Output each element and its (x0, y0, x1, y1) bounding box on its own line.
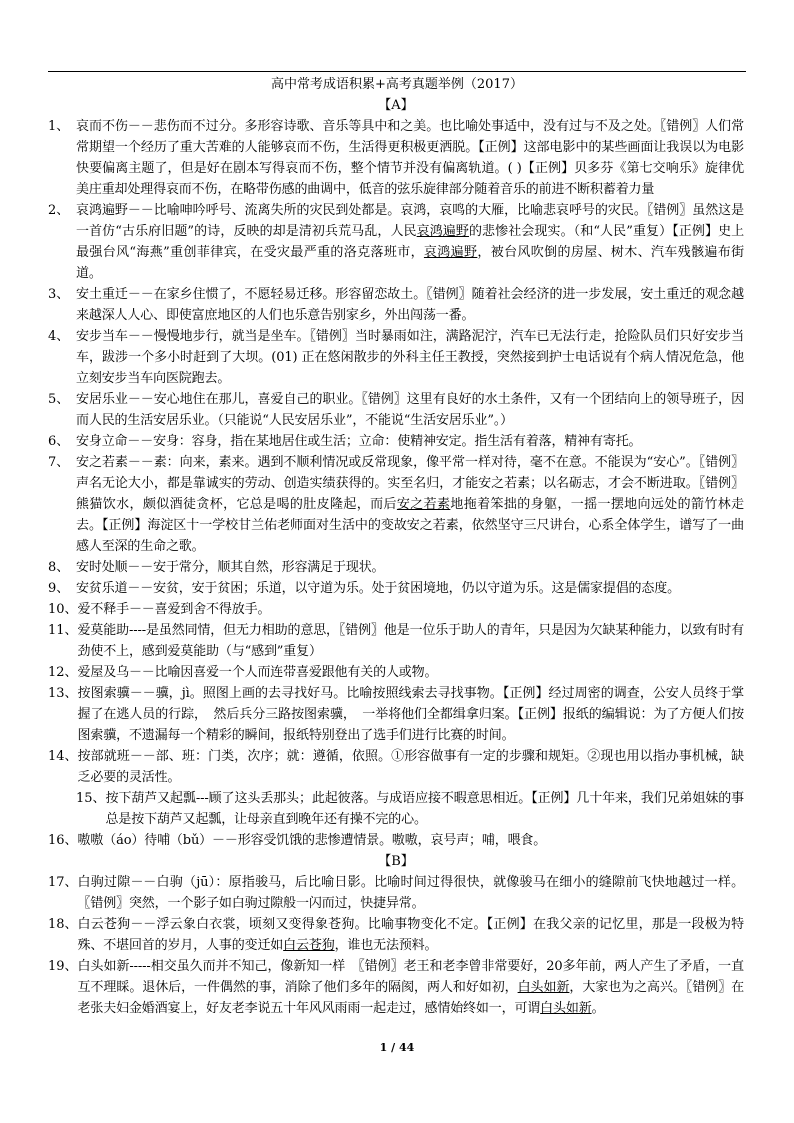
entry-text-run: 白驹过隙－－白驹（jū）：原指骏马，后比喻日影。比喻时间过得很快，就像骏马在细小的缝隙前飞快地越过一样。〖错例〗突然，一个影子如白驹过隙般一闪而过，快捷异常。 (77, 875, 744, 911)
entry-number: 18、 (48, 917, 78, 932)
entry-text-run: 嗷嗷（áo）待哺（bǔ）－－形容受饥饿的悲惨遭情景。嗷嗷，哀号声；哺，喂食。 (77, 833, 547, 848)
entry-text-run: 安之若素－－素：向来，素来。遇到不顺利情况或反常现象，像平常一样对待，毫不在意。不能误为“安心”。〖错例〗声名无论大小，都是靠诚实的劳动、创造实绩获得的。实至名归，才能安之若素；以名砺志，才会不断进取。〖错例〗熊猫饮水，颇似酒徒贪杯，它总是喝的肚皮隆起，而后 (76, 455, 744, 512)
entry-text-run: ，大家也为之高兴。〖错例〗在老张夫妇金婚酒宴上，好友老李说五十年风风雨雨一起走过，感情始终如一，可谓 (77, 980, 744, 1016)
entry-text-run: 爱屋及乌－－比喻因喜爱一个人而连带喜爱跟他有关的人或物。 (77, 665, 438, 680)
entry-text-run: 白云苍狗－－浮云象白衣裳，顷刻又变得象苍狗。比喻事物变化不定。【正例】在我父亲的记忆里，那是一段极为特殊、不堪回首的岁月，人事的变迁如 (77, 917, 744, 953)
entry-number: 4、 (48, 329, 70, 344)
underlined-idiom: 哀鸿遍野 (416, 224, 469, 239)
entry-text-run: 安身立命－－安身：容身，指在某地居住或生活；立命：使精神安定。指生活有着落，精神有寄托。 (76, 434, 642, 449)
list-item (48, 284, 744, 326)
entry-text-run: 安土重迁－－在家乡住惯了，不愿轻易迁移。形容留恋故土。〖错例〗随着社会经济的进一步发展，安土重迁的观念越来越深人人心、即使富庶地区的人们也乐意告别家乡，外出闯荡一番。 (76, 287, 744, 323)
entry-text-run: 安贫乐道－－安贫，安于贫困；乐道，以守道为乐。处于贫困境地，仍以守道为乐。这是儒家提倡的态度。 (76, 581, 680, 596)
entry-number: 5、 (48, 392, 70, 407)
entry-text (78, 914, 744, 956)
entry-text-run: 按图索骥－－骥，jì。照图上画的去寻找好马。比喻按照线索去寻找事物。【正例】经过周密的调查，公安人员终于掌握了在逃人员的行踪， 然后兵分三路按图索骥， 一举将他们全都缉拿归案。【正例】报纸的编辑说：为了方便人们按图索骥，不遗漏每一个精彩的瞬间，报纸特别登出了选手们进行比赛的时间。 (77, 686, 744, 743)
entry-text (78, 746, 744, 788)
entry-text-run: 爱莫能助----是虽然同情，但无力相助的意思，〖错例〗他是一位乐于助人的青年，只是因为欠缺某种能力，以致有时有劲使不上，感到爱莫能助（与“感到”重复） (77, 623, 744, 659)
list-item (48, 830, 744, 851)
entry-text-run: 按部就班－－部、班：门类，次序；就：遵循，依照。①形容做事有一定的步骤和规矩。②现也用以指办事机械，缺乏必要的灵活性。 (77, 749, 744, 785)
list-item (48, 557, 744, 578)
entry-number: 13、 (48, 686, 78, 701)
underlined-idiom: 白头如新 (517, 980, 570, 995)
entry-number: 7、 (48, 455, 70, 470)
entry-number: 11、 (48, 623, 78, 638)
entry-text-run: 地拖着笨拙的身躯，一摇一摆地向远处的箭竹林走去。【正例】海淀区十一学校甘兰佑老师面对生活中的变故安之若素，依然坚守三尺讲台，心系全体学生，谱写了一曲感人至深的生命之歌。 (76, 497, 744, 554)
list-item (48, 116, 744, 200)
underlined-idiom: 安之若素 (396, 497, 451, 512)
entry-number: 15、 (76, 791, 106, 806)
entry-text (76, 200, 744, 284)
entry-number: 9、 (48, 581, 70, 596)
list-item (48, 788, 744, 830)
entry-number: 1、 (48, 119, 70, 134)
entry-number: 14、 (48, 749, 78, 764)
entry-text-run: 安时处顺－－安于常分，顺其自然，形容满足于现状。 (76, 560, 385, 575)
list-item (48, 662, 744, 683)
entry-text (78, 620, 744, 662)
entry-number: 3、 (48, 287, 70, 302)
entry-text (106, 788, 744, 830)
entry-number: 8、 (48, 560, 70, 575)
entry-text (78, 872, 744, 914)
entry-list-a (48, 116, 744, 851)
list-item (48, 872, 744, 914)
entry-text (78, 683, 744, 746)
entry-text (78, 830, 744, 851)
list-item (48, 431, 744, 452)
entry-text-run: 哀鸿遍野－－比喻呻吟呼号、流离失所的灾民到处都是。哀鸿，哀鸣的大雁，比喻悲哀呼号的灾民。〖错例〗虽然这是一首仿“古乐府旧题”的诗，反映的却是清初兵荒马乱，人民 (76, 203, 744, 239)
entry-number: 12、 (48, 665, 78, 680)
list-item (48, 578, 744, 599)
list-item (48, 200, 744, 284)
underlined-idiom: 白云苍狗 (283, 938, 335, 953)
entry-text (76, 452, 744, 557)
entry-text (78, 662, 744, 683)
page-number: 1 / 44 (379, 1041, 415, 1054)
document-body (48, 95, 744, 1019)
entry-text-run: 安居乐业－－安心地住在那儿，喜爱自己的职业。〖错例〗这里有良好的水土条件，又有一个团结向上的领导班子，因而人民的生活安居乐业。（只能说“人民安居乐业”，不能说“生活安居乐业”。） (76, 392, 744, 428)
entry-text-run: ，谁也无法预料。 (334, 938, 438, 953)
entry-text (76, 557, 744, 578)
entry-text (78, 956, 744, 1019)
entry-text-run: 的悲惨社会现实。（和“人民”重复）【正例】史上最强台风“海燕”重创菲律宾，在受灾最严重的洛克落班市， (76, 224, 745, 260)
entry-text (76, 578, 744, 599)
entry-number: 19、 (48, 959, 78, 974)
list-item (48, 389, 744, 431)
underlined-idiom: 哀鸿遍野 (423, 245, 478, 260)
entry-text (78, 599, 744, 620)
entry-number: 10、 (48, 602, 78, 617)
list-item (48, 620, 744, 662)
entry-number: 16、 (48, 833, 78, 848)
entry-text (76, 431, 744, 452)
entry-text (76, 389, 744, 431)
list-item (48, 599, 744, 620)
list-item (48, 956, 744, 1019)
header-rule (48, 71, 746, 72)
entry-text-run: ，被台风吹倒的房屋、树木、汽车残骸遍布街道。 (76, 245, 744, 281)
section-heading-b: 【B】 (378, 854, 414, 869)
entry-text (76, 326, 744, 389)
entry-text-run: 爱不释手－－喜爱到舍不得放手。 (77, 602, 271, 617)
entry-number: 2、 (48, 203, 70, 218)
entry-text (76, 116, 744, 200)
list-item (48, 326, 744, 389)
entry-text-run: 哀而不伤－－悲伤而不过分。多形容诗歌、音乐等具中和之美。也比喻处事适中，没有过与不及之处。〖错例〗人们常常期望一个经历了重大苦难的人能够哀而不伤，生活得更积极更洒脱。【正例】这部电影中的某些画面让我误以为电影快要偏离主题了，但是好在剧本写得哀而不伤，整个情节并没有偏离轨道。( )【正例】贝多芬《第七交响乐》旋律优美庄重却处理得哀而不伤，在略带伤感的曲调中，低音的弦乐旋律部分随着音乐的前进不断积蓄着力量 (76, 119, 744, 197)
entry-number: 17、 (48, 875, 78, 890)
list-item (48, 452, 744, 557)
entry-text-run: 安步当车－－慢慢地步行，就当是坐车。〖错例〗当时暴雨如注，满路泥泞，汽车已无法行走，抢险队员们只好安步当车，跋涉一个多小时赶到了大坝。(01) 正在悠闲散步的外科主任王教授，突然接到护士电话说有个病人情况危急，他立刻安步当车向医院跑去。 (76, 329, 744, 386)
underlined-idiom: 白头如新 (540, 1001, 592, 1016)
entry-text-run: 按下葫芦又起瓢---顾了这头丢那头；此起彼落。与成语应接不暇意思相近。【正例】几十年来，我们兄弟姐妹的事总是按下葫芦又起瓢，让母亲直到晚年还有操不完的心。 (105, 791, 744, 827)
list-item (48, 683, 744, 746)
section-heading-a: 【A】 (378, 98, 414, 113)
list-item (48, 746, 744, 788)
entry-list-b (48, 872, 744, 1019)
page-title: 高中常考成语积累+高考真题举例（2017） (271, 77, 523, 92)
entry-text-run: 白头如新-----相交虽久而并不知己，像新知一样 〖错例〗老王和老李曾非常要好，20多年前，两人产生了矛盾，一直互不理睬。退休后，一件偶然的事，消除了他们多年的隔阂，两人和好如初， (77, 959, 744, 995)
entry-text (76, 284, 744, 326)
entry-text-run: 。 (591, 1001, 605, 1016)
list-item (48, 914, 744, 956)
entry-number: 6、 (48, 434, 70, 449)
